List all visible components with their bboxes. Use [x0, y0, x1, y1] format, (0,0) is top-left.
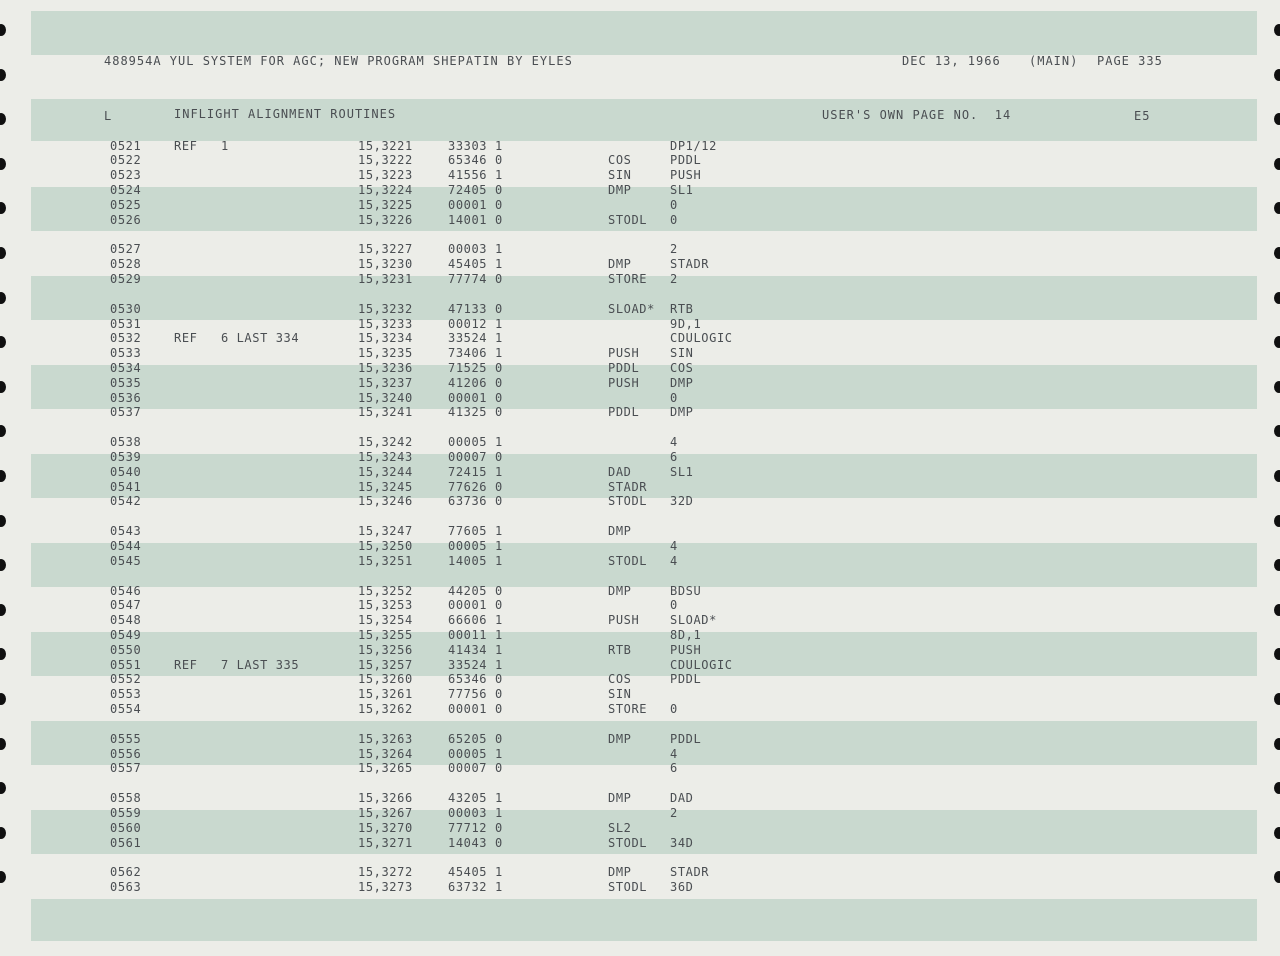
line-number: 0521 [110, 138, 142, 153]
section-marker: L [104, 109, 113, 123]
operand: 0 [670, 701, 678, 716]
line-number: 0543 [110, 524, 142, 539]
octal-word: 77774 0 [448, 271, 503, 286]
sprocket-hole [1274, 738, 1280, 750]
sprocket-hole [1274, 69, 1280, 81]
operand: PDDL [670, 672, 702, 687]
octal-word: 65346 0 [448, 153, 503, 168]
address: 15,3271 [358, 835, 413, 850]
octal-word: 41556 1 [448, 168, 503, 183]
octal-word: 77756 0 [448, 687, 503, 702]
octal-word: 44205 0 [448, 583, 503, 598]
octal-word: 00005 1 [448, 538, 503, 553]
sprocket-hole [1274, 515, 1280, 527]
line-number: 0558 [110, 791, 142, 806]
sprocket-hole [0, 113, 6, 125]
sprocket-hole [0, 247, 6, 259]
operand: CDULOGIC [670, 331, 733, 346]
line-number: 0541 [110, 479, 142, 494]
octal-word: 00003 1 [448, 805, 503, 820]
octal-word: 33524 1 [448, 657, 503, 672]
sprocket-hole [0, 381, 6, 393]
line-number: 0555 [110, 731, 142, 746]
operand: PUSH [670, 168, 702, 183]
address: 15,3234 [358, 331, 413, 346]
line-number: 0554 [110, 701, 142, 716]
address: 15,3257 [358, 657, 413, 672]
octal-word: 77605 1 [448, 524, 503, 539]
line-number: 0528 [110, 257, 142, 272]
opcode: STORE [608, 701, 648, 716]
operand: 2 [670, 242, 678, 257]
line-number: 0548 [110, 613, 142, 628]
line-number: 0542 [110, 494, 142, 509]
opcode: PUSH [608, 375, 640, 390]
sprocket-hole [1274, 827, 1280, 839]
operand: DAD [670, 791, 694, 806]
section-code: E5 [1134, 109, 1151, 123]
sprocket-hole [0, 604, 6, 616]
line-number: 0544 [110, 538, 142, 553]
sprocket-hole [0, 425, 6, 437]
operand: 32D [670, 494, 694, 509]
address: 15,3222 [358, 153, 413, 168]
address: 15,3256 [358, 642, 413, 657]
sprocket-hole [1274, 425, 1280, 437]
operand: 0 [670, 212, 678, 227]
operand: RTB [670, 301, 694, 316]
operand: CDULOGIC [670, 657, 733, 672]
operand: 2 [670, 271, 678, 286]
octal-word: 00007 0 [448, 449, 503, 464]
octal-word: 45405 1 [448, 865, 503, 880]
operand: 36D [670, 880, 694, 895]
opcode: SL2 [608, 820, 632, 835]
octal-word: 41434 1 [448, 642, 503, 657]
sprocket-hole [0, 738, 6, 750]
line-number: 0540 [110, 464, 142, 479]
address: 15,3254 [358, 613, 413, 628]
sprocket-hole [0, 69, 6, 81]
opcode: DMP [608, 182, 632, 197]
line-number: 0539 [110, 449, 142, 464]
octal-word: 73406 1 [448, 346, 503, 361]
operand: SL1 [670, 464, 694, 479]
header-module: (MAIN) [1029, 54, 1079, 68]
octal-word: 77712 0 [448, 820, 503, 835]
sprocket-hole [1274, 247, 1280, 259]
ref-note: REF 6 LAST 334 [174, 331, 300, 346]
address: 15,3265 [358, 761, 413, 776]
opcode: DMP [608, 791, 632, 806]
sprocket-hole [1274, 648, 1280, 660]
opcode: STODL [608, 835, 648, 850]
line-number: 0550 [110, 642, 142, 657]
operand: 4 [670, 746, 678, 761]
line-number: 0525 [110, 197, 142, 212]
sprocket-hole [0, 24, 6, 36]
line-number: 0533 [110, 346, 142, 361]
sprocket-hole [0, 292, 6, 304]
sprocket-hole [1274, 782, 1280, 794]
sprocket-hole [1274, 604, 1280, 616]
octal-word: 00001 0 [448, 598, 503, 613]
line-number: 0557 [110, 761, 142, 776]
green-bar [31, 899, 1257, 941]
address: 15,3273 [358, 880, 413, 895]
operand: 6 [670, 761, 678, 776]
opcode: COS [608, 153, 632, 168]
octal-word: 43205 1 [448, 791, 503, 806]
octal-word: 66606 1 [448, 613, 503, 628]
opcode: SIN [608, 687, 632, 702]
opcode: PUSH [608, 346, 640, 361]
octal-word: 63736 0 [448, 494, 503, 509]
ref-note: REF 7 LAST 335 [174, 657, 300, 672]
address: 15,3263 [358, 731, 413, 746]
line-number: 0522 [110, 153, 142, 168]
opcode: SIN [608, 168, 632, 183]
line-number: 0532 [110, 331, 142, 346]
green-bar [31, 721, 1257, 765]
octal-word: 63732 1 [448, 880, 503, 895]
address: 15,3264 [358, 746, 413, 761]
address: 15,3252 [358, 583, 413, 598]
line-number: 0534 [110, 360, 142, 375]
sprocket-hole [0, 871, 6, 883]
opcode: STADR [608, 479, 648, 494]
opcode: SLOAD* [608, 301, 655, 316]
line-number: 0556 [110, 746, 142, 761]
address: 15,3221 [358, 138, 413, 153]
address: 15,3230 [358, 257, 413, 272]
address: 15,3225 [358, 197, 413, 212]
sprocket-hole [1274, 292, 1280, 304]
sprocket-hole [0, 693, 6, 705]
octal-word: 45405 1 [448, 257, 503, 272]
line-number: 0530 [110, 301, 142, 316]
operand: STADR [670, 865, 710, 880]
address: 15,3260 [358, 672, 413, 687]
sprocket-hole [0, 827, 6, 839]
octal-word: 41206 0 [448, 375, 503, 390]
sprocket-hole [0, 336, 6, 348]
opcode: COS [608, 672, 632, 687]
line-number: 0523 [110, 168, 142, 183]
sprocket-hole [1274, 381, 1280, 393]
operand: 8D,1 [670, 627, 702, 642]
operand: DP1/12 [670, 138, 717, 153]
line-number: 0551 [110, 657, 142, 672]
opcode: PDDL [608, 360, 640, 375]
opcode: PDDL [608, 405, 640, 420]
address: 15,3245 [358, 479, 413, 494]
opcode: PUSH [608, 613, 640, 628]
opcode: DMP [608, 524, 632, 539]
octal-word: 33524 1 [448, 331, 503, 346]
line-number: 0559 [110, 805, 142, 820]
address: 15,3226 [358, 212, 413, 227]
operand: SLOAD* [670, 613, 717, 628]
address: 15,3236 [358, 360, 413, 375]
operand: 9D,1 [670, 316, 702, 331]
sprocket-hole [1274, 559, 1280, 571]
opcode: DMP [608, 731, 632, 746]
address: 15,3232 [358, 301, 413, 316]
operand: 6 [670, 449, 678, 464]
sprocket-hole [0, 515, 6, 527]
line-number: 0563 [110, 880, 142, 895]
octal-word: 71525 0 [448, 360, 503, 375]
operand: 0 [670, 197, 678, 212]
operand: 4 [670, 553, 678, 568]
address: 15,3240 [358, 390, 413, 405]
line-number: 0527 [110, 242, 142, 257]
opcode: DMP [608, 257, 632, 272]
line-number: 0560 [110, 820, 142, 835]
sprocket-hole [0, 202, 6, 214]
operand: 4 [670, 538, 678, 553]
line-number: 0553 [110, 687, 142, 702]
address: 15,3270 [358, 820, 413, 835]
octal-word: 65346 0 [448, 672, 503, 687]
address: 15,3250 [358, 538, 413, 553]
octal-word: 47133 0 [448, 301, 503, 316]
sprocket-hole [1274, 24, 1280, 36]
line-number: 0546 [110, 583, 142, 598]
octal-word: 00012 1 [448, 316, 503, 331]
opcode: DMP [608, 865, 632, 880]
sprocket-hole [1274, 202, 1280, 214]
operand: PDDL [670, 731, 702, 746]
octal-word: 00003 1 [448, 242, 503, 257]
address: 15,3266 [358, 791, 413, 806]
line-number: 0526 [110, 212, 142, 227]
line-number: 0535 [110, 375, 142, 390]
octal-word: 00011 1 [448, 627, 503, 642]
address: 15,3242 [358, 435, 413, 450]
sprocket-hole [1274, 871, 1280, 883]
sprocket-hole [0, 559, 6, 571]
address: 15,3246 [358, 494, 413, 509]
line-number: 0547 [110, 598, 142, 613]
sprocket-hole [0, 158, 6, 170]
operand: PUSH [670, 642, 702, 657]
octal-word: 65205 0 [448, 731, 503, 746]
address: 15,3261 [358, 687, 413, 702]
octal-word: 00001 0 [448, 197, 503, 212]
address: 15,3251 [358, 553, 413, 568]
address: 15,3272 [358, 865, 413, 880]
operand: 4 [670, 435, 678, 450]
octal-word: 72415 1 [448, 464, 503, 479]
opcode: STODL [608, 212, 648, 227]
octal-word: 00001 0 [448, 701, 503, 716]
address: 15,3247 [358, 524, 413, 539]
address: 15,3243 [358, 449, 413, 464]
opcode: STODL [608, 494, 648, 509]
operand: 2 [670, 805, 678, 820]
line-number: 0524 [110, 182, 142, 197]
opcode: STORE [608, 271, 648, 286]
sprocket-hole [1274, 113, 1280, 125]
address: 15,3262 [358, 701, 413, 716]
octal-word: 00005 1 [448, 435, 503, 450]
address: 15,3244 [358, 464, 413, 479]
line-number: 0536 [110, 390, 142, 405]
line-number: 0531 [110, 316, 142, 331]
operand: SIN [670, 346, 694, 361]
sprocket-hole [1274, 158, 1280, 170]
address: 15,3223 [358, 168, 413, 183]
sprocket-hole [1274, 336, 1280, 348]
octal-word: 14005 1 [448, 553, 503, 568]
operand: SL1 [670, 182, 694, 197]
line-number: 0545 [110, 553, 142, 568]
address: 15,3237 [358, 375, 413, 390]
address: 15,3233 [358, 316, 413, 331]
address: 15,3253 [358, 598, 413, 613]
sprocket-hole [0, 470, 6, 482]
operand: DMP [670, 375, 694, 390]
address: 15,3231 [358, 271, 413, 286]
operand: DMP [670, 405, 694, 420]
address: 15,3255 [358, 627, 413, 642]
operand: 0 [670, 390, 678, 405]
octal-word: 14043 0 [448, 835, 503, 850]
octal-word: 00001 0 [448, 390, 503, 405]
sprocket-hole [1274, 470, 1280, 482]
octal-word: 41325 0 [448, 405, 503, 420]
sprocket-hole [1274, 693, 1280, 705]
address: 15,3241 [358, 405, 413, 420]
header-date: DEC 13, 1966 [902, 54, 1001, 68]
user-page-number: USER'S OWN PAGE NO. 14 [822, 108, 1012, 122]
sprocket-hole [0, 782, 6, 794]
line-number: 0529 [110, 271, 142, 286]
header-title: 488954A YUL SYSTEM FOR AGC; NEW PROGRAM SHEPATIN BY EYLES [104, 54, 573, 68]
operand: 0 [670, 598, 678, 613]
operand: STADR [670, 257, 710, 272]
address: 15,3267 [358, 805, 413, 820]
address: 15,3227 [358, 242, 413, 257]
line-number: 0538 [110, 435, 142, 450]
opcode: STODL [608, 553, 648, 568]
line-number: 0549 [110, 627, 142, 642]
opcode: DAD [608, 464, 632, 479]
ref-note: REF 1 [174, 138, 229, 153]
line-number: 0561 [110, 835, 142, 850]
opcode: DMP [608, 583, 632, 598]
octal-word: 72405 0 [448, 182, 503, 197]
line-number: 0537 [110, 405, 142, 420]
octal-word: 00005 1 [448, 746, 503, 761]
address: 15,3224 [358, 182, 413, 197]
header-page: PAGE 335 [1097, 54, 1163, 68]
green-bar [31, 11, 1257, 55]
octal-word: 14001 0 [448, 212, 503, 227]
operand: COS [670, 360, 694, 375]
green-bar [31, 365, 1257, 409]
octal-word: 33303 1 [448, 138, 503, 153]
address: 15,3235 [358, 346, 413, 361]
line-number: 0562 [110, 865, 142, 880]
opcode: STODL [608, 880, 648, 895]
line-number: 0552 [110, 672, 142, 687]
octal-word: 00007 0 [448, 761, 503, 776]
opcode: RTB [608, 642, 632, 657]
section-title: INFLIGHT ALIGNMENT ROUTINES [174, 107, 397, 121]
operand: PDDL [670, 153, 702, 168]
sprocket-hole [0, 648, 6, 660]
operand: 34D [670, 835, 694, 850]
octal-word: 77626 0 [448, 479, 503, 494]
operand: BDSU [670, 583, 702, 598]
